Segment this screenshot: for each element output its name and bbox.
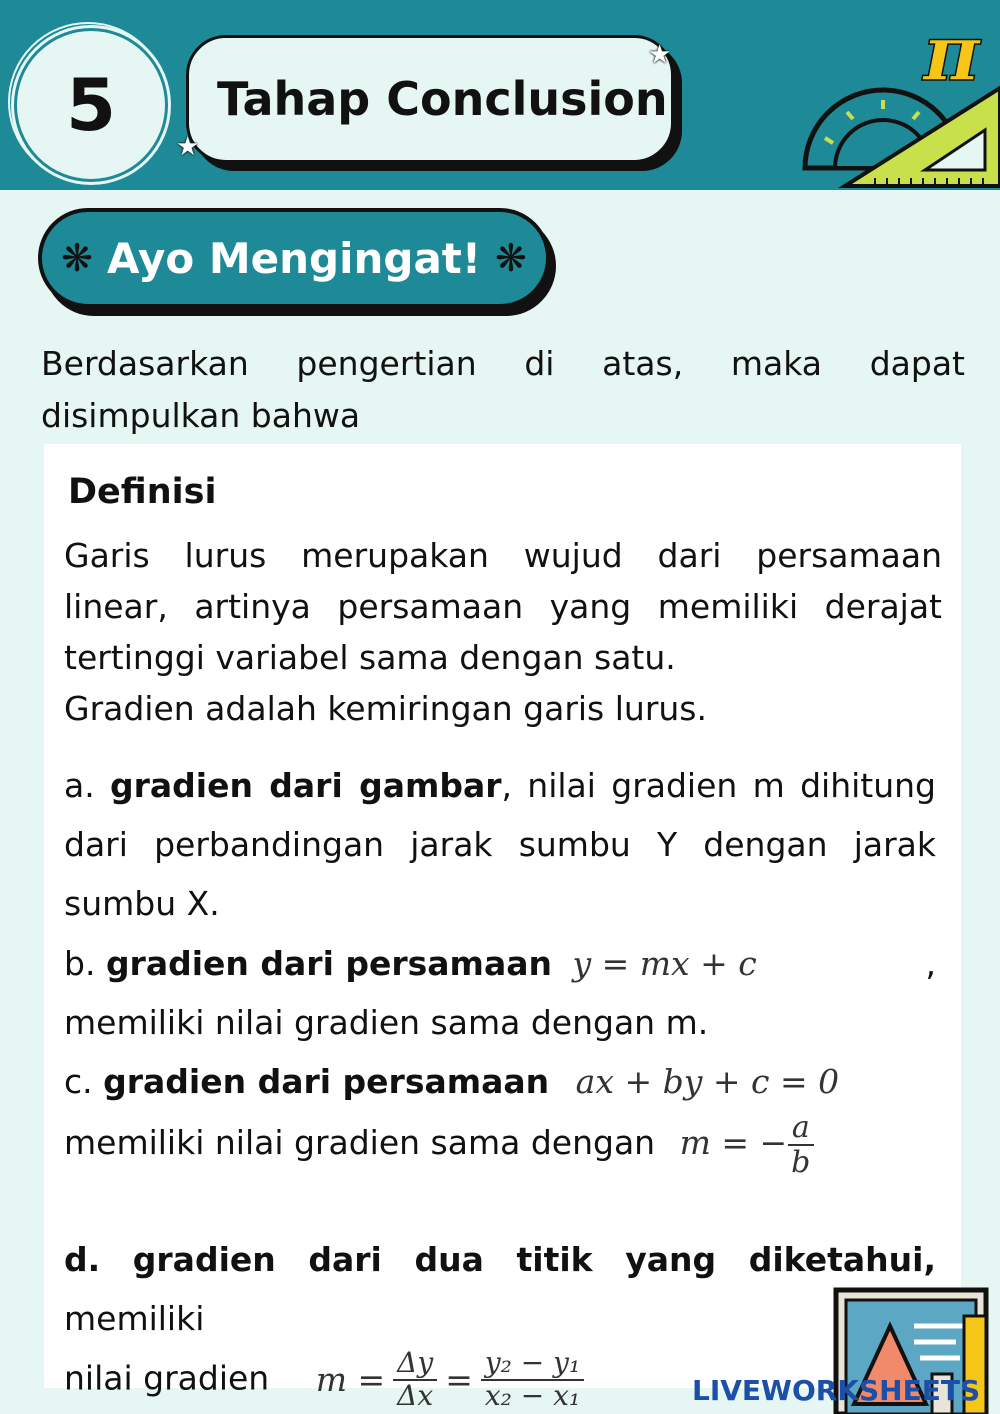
formula-general-form: ax + by + c = 0: [575, 1062, 840, 1101]
section-badge: [38, 208, 550, 308]
item-c-heading: gradien dari persamaan: [103, 1062, 550, 1101]
item-a-prefix: a.: [64, 766, 111, 805]
definition-line: linear, artinya persamaan yang memiliki derajat: [64, 587, 942, 626]
formula-equals: =: [445, 1360, 473, 1400]
item-d-text: memiliki: [64, 1299, 205, 1338]
fraction-denominator: x₂ − x₁: [484, 1378, 581, 1412]
flower-icon: ❋: [61, 236, 93, 280]
formula-slope-intercept: y = mx + c: [572, 944, 757, 983]
formula-m: m =: [315, 1360, 386, 1400]
item-d-heading: d. gradien dari dua titik yang diketahui,: [64, 1240, 936, 1279]
item-b-text: memiliki nilai gradien sama dengan m.: [64, 1003, 709, 1042]
item-b-prefix: b.: [64, 944, 106, 983]
page-title-text: Tahap Conclusion: [217, 72, 668, 126]
intro-text: Berdasarkan pengertian di atas, maka dapat disimpulkan bahwa: [41, 344, 965, 435]
card-title: Definisi: [68, 472, 217, 512]
item-a: [64, 756, 936, 933]
geometry-tools-icon: [795, 8, 1000, 190]
item-b-comma: ,: [925, 944, 936, 983]
item-c: [64, 1052, 936, 1179]
item-b: [64, 934, 936, 1052]
item-c-text: memiliki nilai gradien sama dengan: [64, 1123, 656, 1162]
step-number: 5: [14, 28, 168, 182]
item-c-prefix: c.: [64, 1062, 104, 1101]
badge-label: Ayo Mengingat!: [106, 233, 482, 283]
fraction-numerator: a: [788, 1111, 814, 1146]
fraction-denominator: Δx: [397, 1378, 434, 1412]
formula-gradient-ab: [679, 1110, 815, 1180]
fraction-numerator: Δy: [393, 1348, 437, 1381]
formula-m: m = −: [679, 1123, 788, 1162]
definition-text: [64, 530, 942, 734]
fraction: [787, 1111, 814, 1179]
star-icon: ★: [648, 40, 672, 70]
definition-line: Garis lurus merupakan wujud dari persamaan: [64, 536, 942, 575]
definition-line: Gradien adalah kemiringan garis lurus.: [64, 689, 707, 728]
star-icon: ★: [176, 132, 200, 162]
item-a-heading: gradien dari gambar: [110, 766, 502, 805]
flower-icon: ❋: [495, 236, 527, 280]
item-b-heading: gradien dari persamaan: [105, 944, 552, 983]
fraction-denominator: b: [791, 1145, 811, 1180]
item-d-text-2: nilai gradien: [64, 1358, 270, 1398]
fraction: [481, 1348, 584, 1412]
item-a-text: , nilai gradien m dihitung dari perbandingan jarak sumbu Y dengan jarak sumbu X.: [64, 766, 936, 923]
fraction: [393, 1348, 437, 1412]
definition-line: tertinggi variabel sama dengan satu.: [64, 638, 676, 677]
formula-two-points: [316, 1348, 585, 1412]
page-title: [186, 35, 674, 163]
liveworksheets-logo: LIVEWORKSHEETS: [692, 1374, 981, 1407]
fraction-numerator: y₂ − y₁: [481, 1348, 584, 1381]
pi-icon: π: [923, 8, 981, 99]
